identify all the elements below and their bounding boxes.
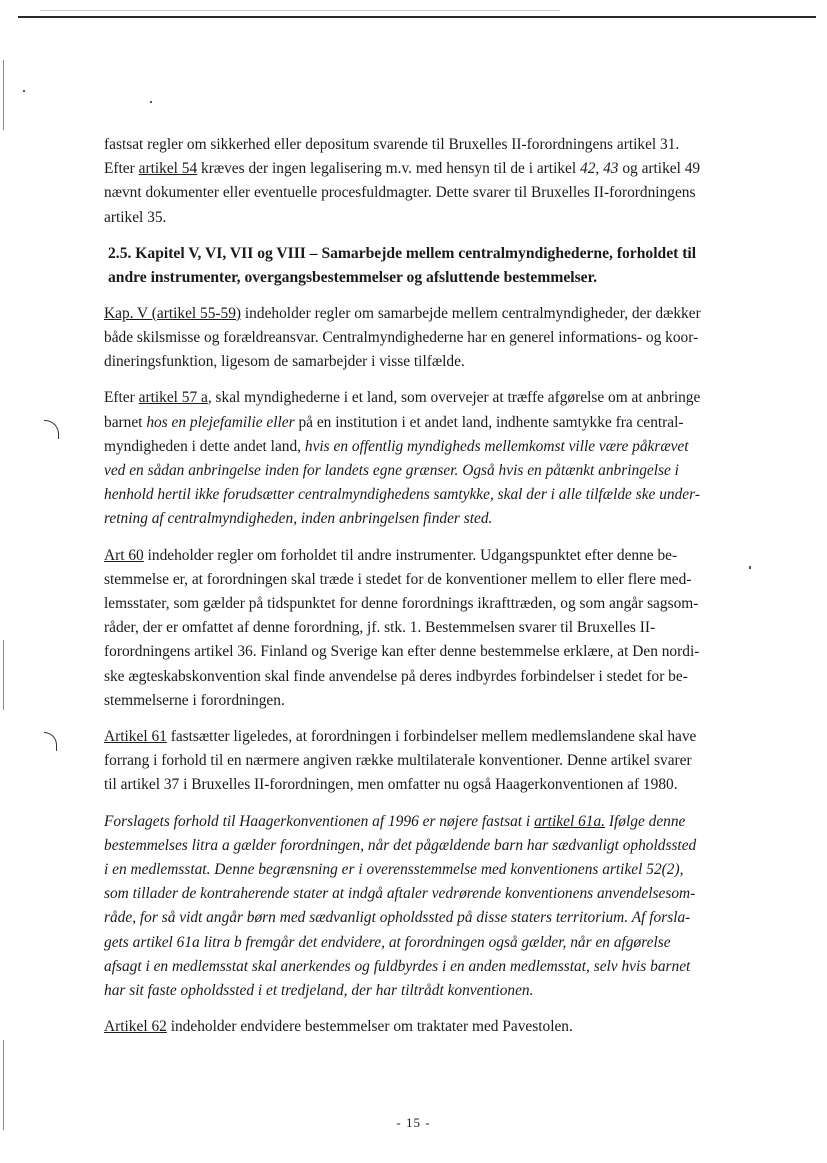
text-run: Forslagets forhold til Haagerkonventionen af 1996 er nøjere fastsat i <box>104 812 535 830</box>
text-line <box>104 858 744 882</box>
text-line <box>104 810 744 834</box>
scan-speck <box>749 566 751 569</box>
text-line <box>104 350 744 374</box>
text-run: bestemmelses litra a gælder forordningen, når det pågældende barn har sædvanligt opholdssted <box>104 836 697 854</box>
text-run: fastsat regler om sikkerhed eller depositum svarende til Bruxelles II-forordningens artikel 31. <box>104 136 680 153</box>
paragraph-text <box>104 133 744 230</box>
paragraph <box>104 386 744 531</box>
scan-edge-line <box>40 10 560 11</box>
article-reference: Artikel 61 <box>104 728 167 746</box>
paragraph <box>104 810 744 1004</box>
text-run: Ifølge denne <box>605 812 686 830</box>
text-line <box>104 507 744 531</box>
text-run: dineringsfunktion, ligesom de samarbejder i visse tilfælde. <box>104 353 465 371</box>
text-line <box>108 266 744 290</box>
article-reference: artikel 57 a <box>138 389 208 407</box>
text-run: andre instrumenter, overgangsbestemmelser og afsluttende bestemmelser. <box>108 268 597 286</box>
text-run: henhold hertil ikke forudsætter centralmyndighedens samtykke, skal der i alle tilfælde ske under- <box>104 486 700 504</box>
text-line <box>104 931 744 955</box>
paragraph <box>104 725 744 798</box>
text-run: til artikel 37 i Bruxelles II-forordningen, men omfatter nu også Haagerkonventionen af 1980. <box>104 776 678 794</box>
text-line <box>104 459 744 483</box>
text-run: afsagt i en medlemsstat skal anerkendes og fuldbyrdes i en anden medlemsstat, selv hvis barnet <box>104 957 691 975</box>
heading-text <box>108 242 744 290</box>
text-run: forordningens artikel 36. Finland og Sverige kan efter denne bestemmelse erklære, at Den nordi- <box>104 643 700 661</box>
text-run: på en institution i et andet land, indhente samtykke fra central- <box>294 413 684 431</box>
paragraph-text <box>104 302 744 375</box>
document-body <box>104 133 744 1052</box>
text-run: indeholder regler om samarbejde mellem centralmyndigheder, der dækker <box>241 304 701 322</box>
text-line <box>104 568 744 592</box>
text-run: nævnt dokumenter eller eventuelle procesfuldmagter. Dette svarer til Bruxelles II-forordningens <box>104 184 696 202</box>
text-run: barnet <box>104 413 147 431</box>
text-run: hvis en offentlig myndigheds mellemkomst ville være påkrævet <box>304 437 689 455</box>
text-run: råder, der er omfattet af denne forordning, jf. stk. 1. Bestemmelsen svarer til Bruxelles II- <box>104 619 656 637</box>
article-reference: Art 60 <box>104 546 144 564</box>
text-run: artikel 35. <box>104 208 167 226</box>
text-line <box>104 749 744 773</box>
text-line <box>104 616 744 640</box>
text-line <box>104 411 744 435</box>
text-run: råde, for så vidt angår børn med sædvanligt opholdssted på disse staters territorium. Af forsla- <box>104 909 691 927</box>
text-run: som tillader de kontraherende stater at indgå aftaler vedrørende konventionens anvendelsesom- <box>104 885 696 903</box>
paragraph <box>104 1015 744 1039</box>
text-run: kræves der ingen legalisering m.v. med hensyn til de i artikel <box>197 160 580 178</box>
text-run: ske ægteskabskonvention skal finde anvendelse på deres indbyrdes forbindelser i stedet for be- <box>104 667 688 685</box>
text-line <box>104 665 744 689</box>
punch-hole-mark <box>44 732 57 751</box>
text-run: , skal myndighederne i et land, som overvejer at træffe afgørelse om at anbringe <box>207 389 701 407</box>
text-run: myndigheden i dette andet land, <box>104 437 305 455</box>
paragraph <box>104 302 744 375</box>
text-line <box>104 979 744 1003</box>
text-line <box>104 386 744 410</box>
text-run: fastsætter ligeledes, at forordningen i forbindelser mellem medlemslandene skal have <box>166 728 697 746</box>
text-line <box>104 906 744 930</box>
text-run: 42, 43 <box>580 160 619 178</box>
text-run: indeholder regler om forholdet til andre instrumenter. Udgangspunktet efter denne be- <box>143 546 678 564</box>
scan-speck <box>23 90 25 92</box>
article-reference: Kap. V (artikel 55-59) <box>104 304 242 322</box>
text-run: både skilsmisse og forældreansvar. Centralmyndighederne har en generel informations- og koor- <box>104 329 699 347</box>
article-reference: Artikel 62 <box>104 1018 167 1036</box>
text-line <box>104 181 744 205</box>
text-line <box>104 133 744 157</box>
text-line <box>104 689 744 713</box>
text-run: ved en sådan anbringelse inden for landets egne grænser. Også hvis en påtænkt anbringelse i <box>104 462 679 480</box>
text-line <box>104 725 744 749</box>
text-line <box>104 834 744 858</box>
paragraph-text <box>104 810 744 1004</box>
text-line <box>104 206 744 230</box>
text-line <box>104 640 744 664</box>
text-run: gets artikel 61a litra b fremgår det endvidere, at forordningen også gælder, når en afgørelse <box>104 933 671 951</box>
text-line <box>108 242 744 266</box>
text-run: forrang i forhold til en nærmere angiven række multilaterale konventioner. Denne artikel svarer <box>104 752 692 770</box>
text-line <box>104 157 744 181</box>
text-line <box>104 326 744 350</box>
text-run: 2.5. Kapitel V, VI, VII og VIII – Samarbejde mellem centralmyndighederne, forholdet til <box>108 244 697 262</box>
punch-hole-mark <box>44 420 59 439</box>
text-line <box>104 302 744 326</box>
text-line <box>104 882 744 906</box>
paragraph-text <box>104 725 744 798</box>
paragraph-text <box>104 544 744 713</box>
text-run: indeholder endvidere bestemmelser om traktater med Pavestolen. <box>166 1018 573 1036</box>
scan-speck <box>150 101 152 103</box>
text-line <box>104 544 744 568</box>
paragraph-text <box>104 386 744 531</box>
paragraph <box>104 544 744 713</box>
text-run: hos en plejefamilie eller <box>146 413 295 431</box>
text-run: lemsstater, som gælder på tidspunktet for denne forordnings ikrafttræden, og som angår sagsom- <box>104 595 699 613</box>
text-line <box>104 773 744 797</box>
text-run: stemmelse er, at forordningen skal træde i stedet for de konventioner mellem to eller flere med- <box>104 570 692 588</box>
header-rule <box>18 16 816 18</box>
article-reference: artikel 61a. <box>534 812 606 830</box>
section-heading <box>108 242 744 290</box>
text-line <box>104 592 744 616</box>
text-run: har sit faste opholdssted i et tredjeland, der har tiltrådt konventionen. <box>104 982 534 1000</box>
text-run: Efter <box>104 389 139 407</box>
paragraph <box>104 133 744 230</box>
scan-margin-mark <box>3 60 4 130</box>
article-reference: artikel 54 <box>138 160 198 178</box>
scan-margin-mark <box>3 640 4 710</box>
paragraph-text <box>104 1015 744 1039</box>
text-run: og artikel 49 <box>618 160 701 178</box>
text-line <box>104 955 744 979</box>
text-run: i en medlemsstat. Denne begrænsning er i overensstemmelse med konventionens artikel 52(2), <box>104 861 684 879</box>
text-run: Efter <box>104 160 139 178</box>
page-number: - 15 - <box>396 1115 431 1130</box>
text-run: stemmelserne i forordningen. <box>104 691 285 709</box>
text-line <box>104 1015 744 1039</box>
text-line <box>104 435 744 459</box>
text-line <box>104 483 744 507</box>
text-run: retning af centralmyndigheden, inden anbringelsen finder sted. <box>104 510 493 528</box>
